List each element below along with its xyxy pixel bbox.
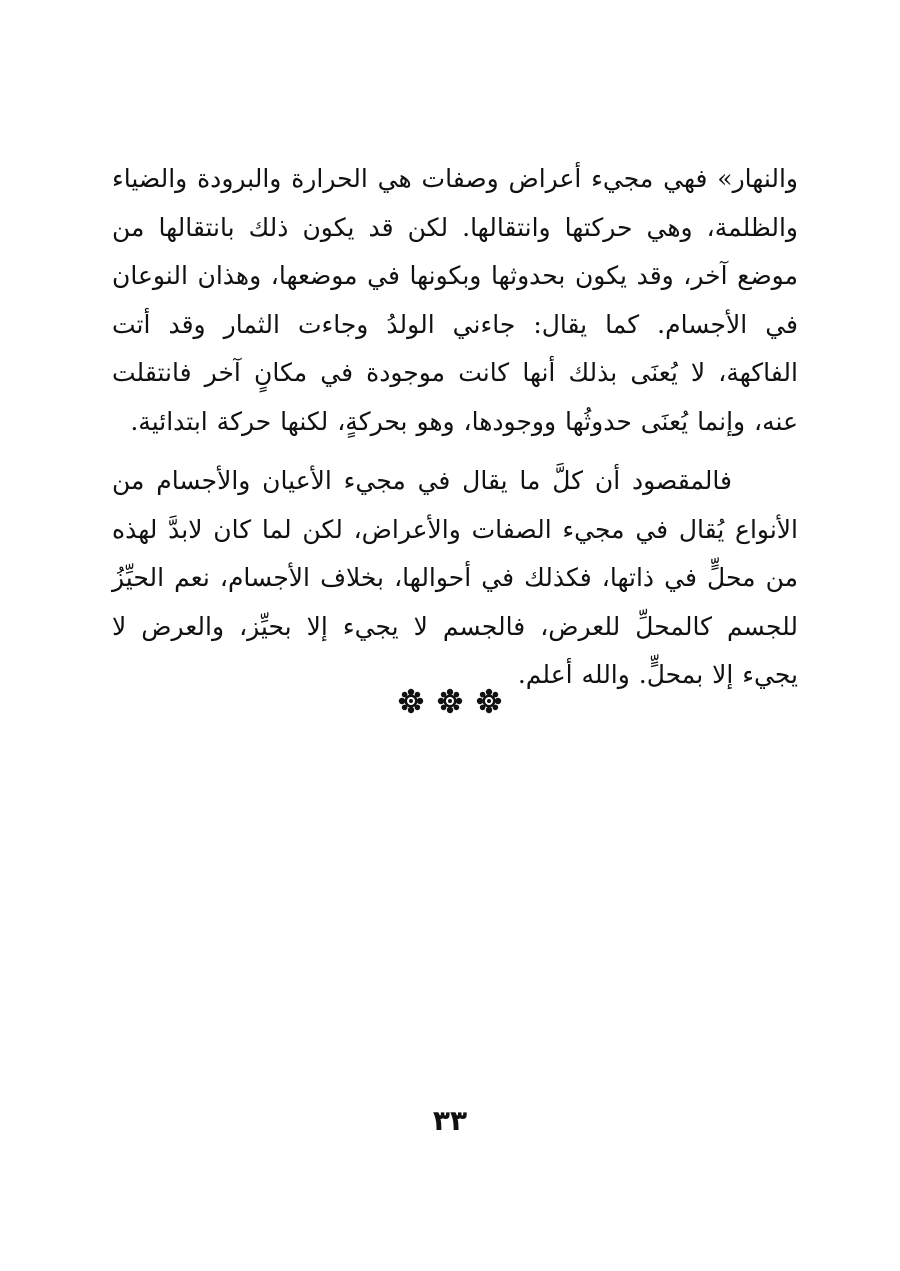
flower-ornament-icon <box>476 688 502 714</box>
flower-ornament-icon <box>437 688 463 714</box>
paragraph-2-text: فالمقصود أن كلَّ ما يقال في مجيء الأعيان والأجسام من الأنواع يُقال في مجيء الصفات والأعراض، لكن لما كان لابدَّ لهذه من محلٍّ في ذاتها، فكذلك في أحوالها، بخلاف الأجسام، نعم الحيِّزُ للجسم كالمحلِّ للعرض، فالجسم لا يجيء إلا بحيِّز، والعرض لا يجيء إلا بمحلٍّ. والله أعلم. <box>112 466 798 689</box>
section-separator <box>0 688 900 714</box>
paragraph-2 <box>112 457 798 700</box>
flower-ornament-icon <box>398 688 424 714</box>
paragraph-1: والنهار» فهي مجيء أعراض وصفات هي الحرارة والبرودة والضياء والظلمة، وهي حركتها وانتقالها. لكن قد يكون ذلك بانتقالها من موضع آخر، وقد يكون بحدوثها وبكونها في موضعها، وهذان النوعان في الأجسام. كما يقال: جاءني الولدُ وجاءت الثمار وقد أتت الفاكهة، لا يُعنَى بذلك أنها كانت موجودة في مكانٍ آخر فانتقلت عنه، وإنما يُعنَى حدوثُها ووجودها، وهو بحركةٍ، لكنها حركة ابتدائية. <box>112 164 798 436</box>
page-number: ٣٣ <box>432 1104 468 1137</box>
